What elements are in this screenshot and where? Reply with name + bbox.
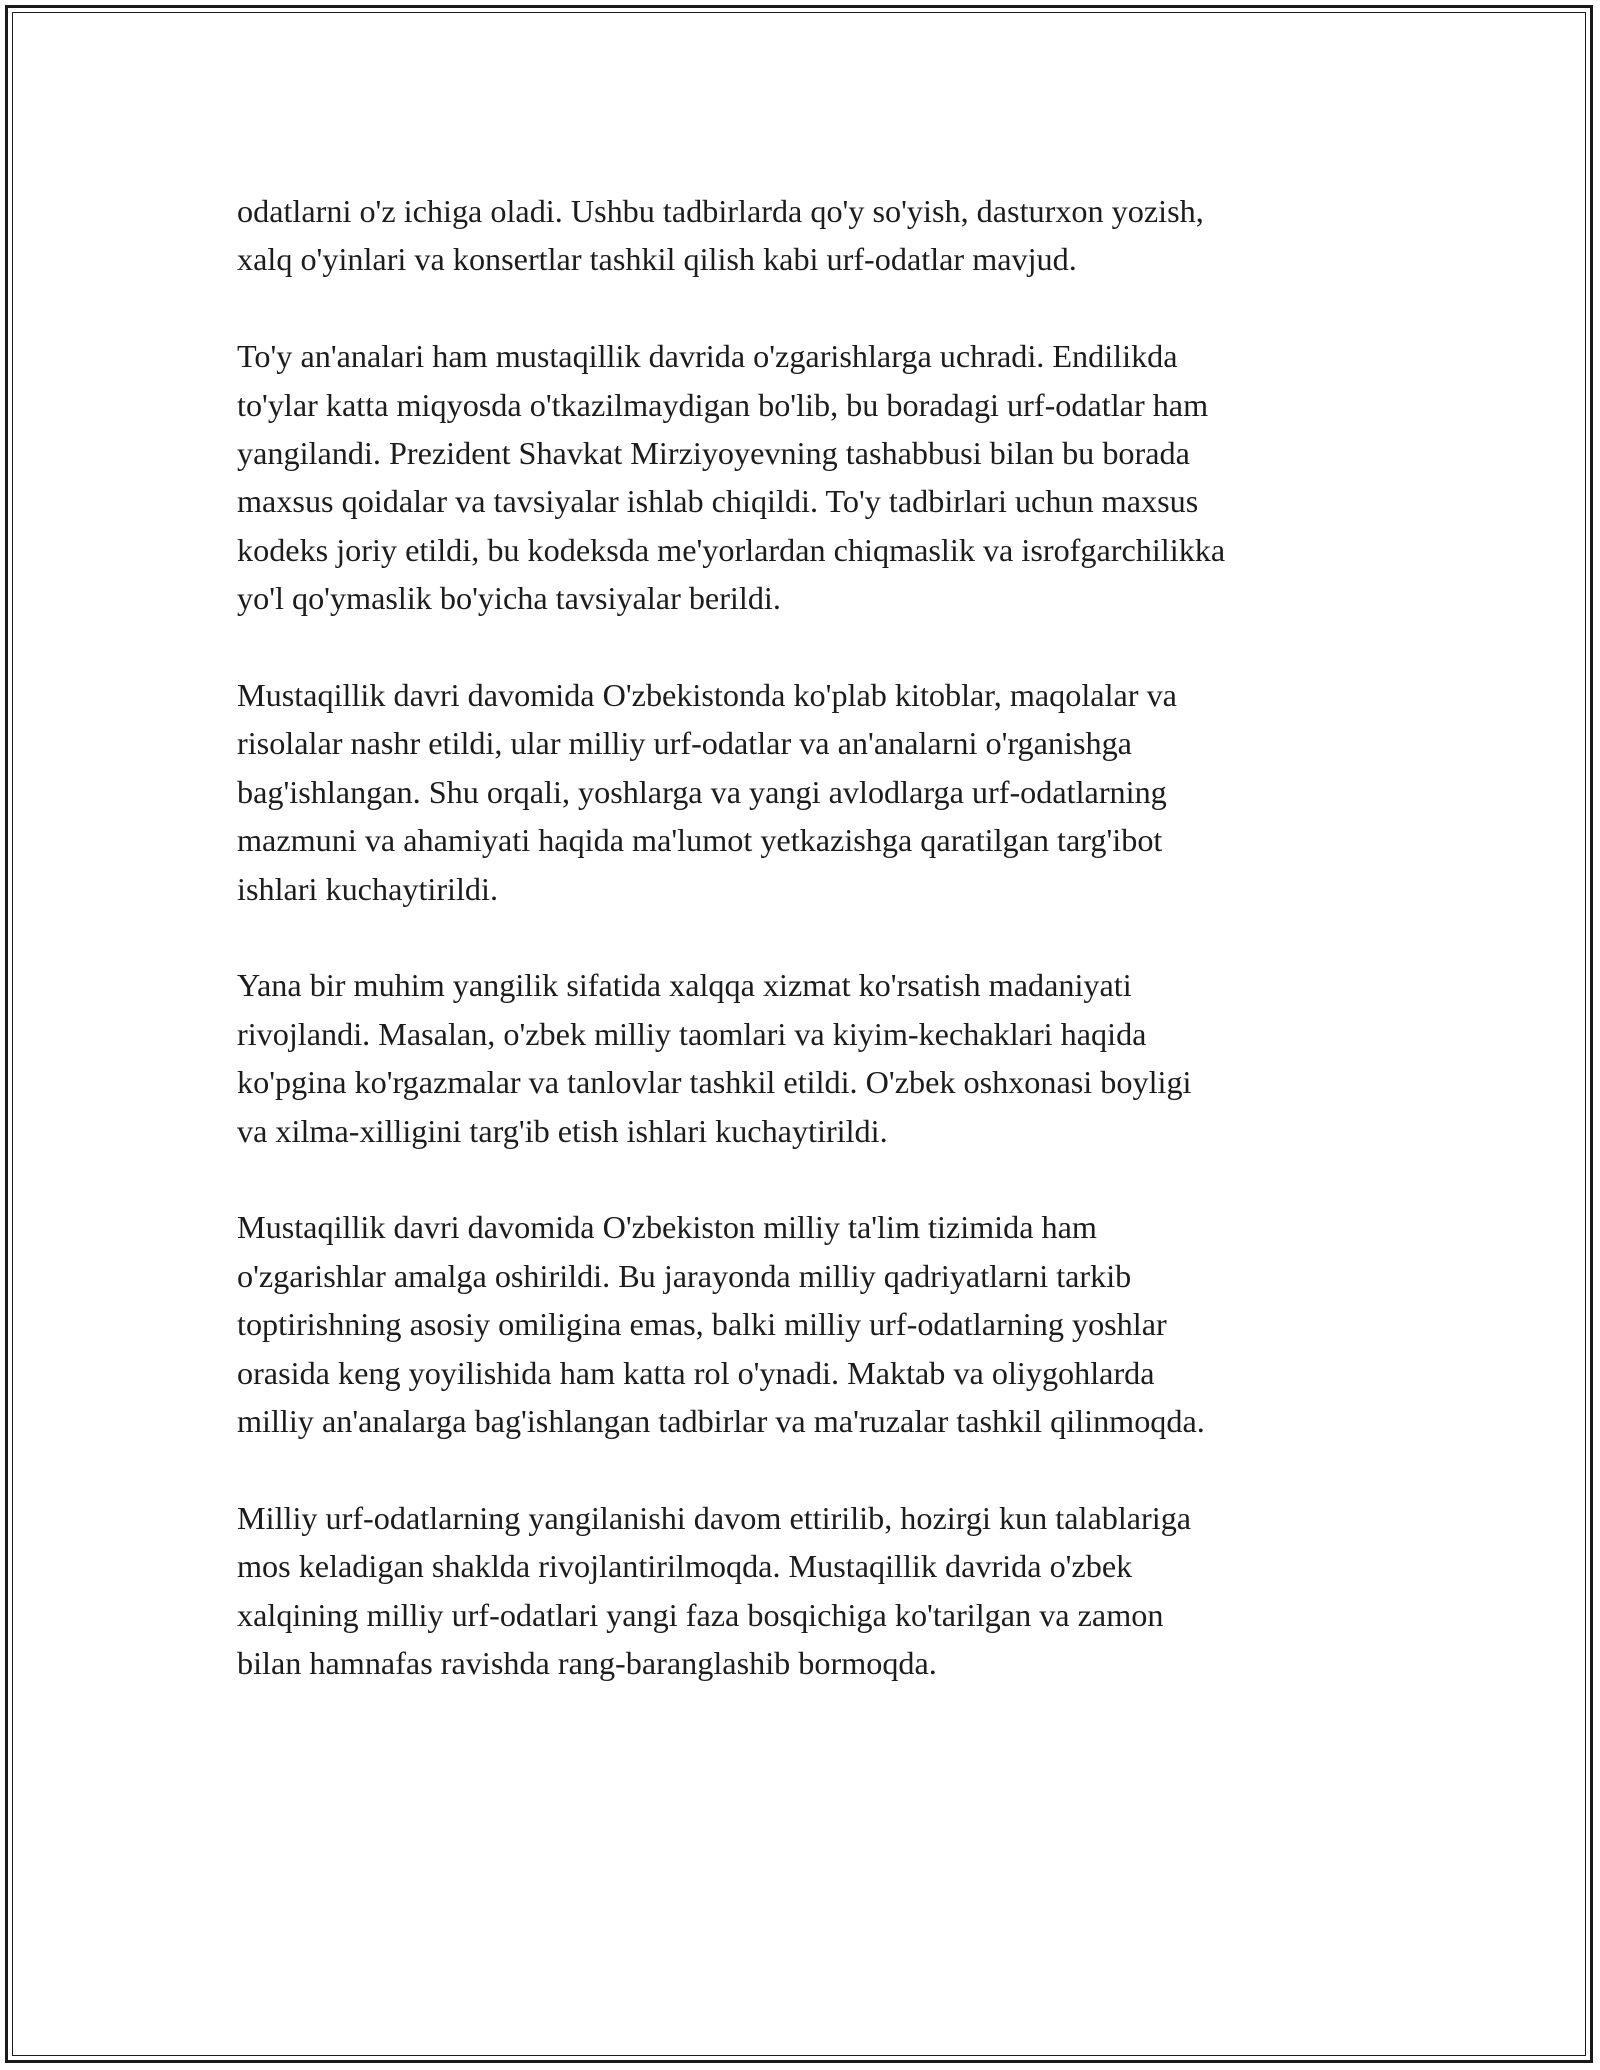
text-line: toptirishning asosiy omiligina emas, balki milliy urf-odatlarning yoshlar <box>237 1306 1167 1343</box>
text-line: yo'l qo'ymaslik bo'yicha tavsiyalar berildi. <box>237 580 781 617</box>
text-line: odatlarni o'z ichiga oladi. Ushbu tadbirlarda qo'y so'yish, dasturxon yozish, <box>237 193 1204 229</box>
text-line: yangilandi. Prezident Shavkat Mirziyoyevning tashabbusi bilan bu borada <box>237 435 1190 472</box>
text-line: ko'pgina ko'rgazmalar va tanlovlar tashkil etildi. O'zbek oshxonasi boyligi <box>237 1064 1192 1101</box>
text-line: Mustaqillik davri davomida O'zbekistonda ko'plab kitoblar, maqolalar va <box>237 677 1177 714</box>
paragraph-2 <box>237 332 1367 622</box>
text-line: Yana bir muhim yangilik sifatida xalqqa xizmat ko'rsatish madaniyati <box>237 967 1132 1004</box>
text-line: kodeks joriy etildi, bu kodeksda me'yorlardan chiqmaslik va isrofgarchilikka <box>237 531 1226 568</box>
text-line: mos keladigan shaklda rivojlantirilmoqda. Mustaqillik davrida o'zbek <box>237 1548 1133 1585</box>
text-line: rivojlandi. Masalan, o'zbek milliy taomlari va kiyim-kechaklari haqida <box>237 1015 1147 1052</box>
paragraph-6 <box>237 1494 1367 1688</box>
paragraph-3 <box>237 671 1367 913</box>
text-line: Milliy urf-odatlarning yangilanishi davom ettirilib, hozirgi kun talablariga <box>237 1499 1192 1536</box>
text-line: Mustaqillik davri davomida O'zbekiston milliy ta'lim tizimida ham <box>237 1209 1097 1246</box>
text-line: o'zgarishlar amalga oshirildi. Bu jarayonda milliy qadriyatlarni tarkib <box>237 1257 1132 1294</box>
text-line: xalqining milliy urf-odatlari yangi faza bosqichiga ko'tarilgan va zamon <box>237 1596 1164 1633</box>
text-line: risolalar nashr etildi, ular milliy urf-odatlar va an'analarni o'rganishga <box>237 725 1132 762</box>
document-body <box>237 187 1367 1736</box>
paragraph-4 <box>237 961 1367 1155</box>
text-line: mazmuni va ahamiyati haqida ma'lumot yetkazishga qaratilgan targ'ibot <box>237 822 1163 859</box>
text-line: bilan hamnafas ravishda rang-baranglashib bormoqda. <box>237 1645 937 1682</box>
text-line: xalq o'yinlari va konsertlar tashkil qilish kabi urf-odatlar mavjud. <box>237 241 1077 278</box>
text-line: milliy an'analarga bag'ishlangan tadbirlar va ma'ruzalar tashkil qilinmoqda. <box>237 1403 1205 1440</box>
paragraph-1 <box>237 187 1367 284</box>
text-line: orasida keng yoyilishida ham katta rol o'ynadi. Maktab va oliygohlarda <box>237 1354 1155 1391</box>
text-line: maxsus qoidalar va tavsiyalar ishlab chiqildi. To'y tadbirlari uchun maxsus <box>237 483 1199 520</box>
text-line: ishlari kuchaytirildi. <box>237 870 499 907</box>
text-line: va xilma-xilligini targ'ib etish ishlari kuchaytirildi. <box>237 1112 888 1149</box>
paragraph-5 <box>237 1203 1367 1445</box>
text-line: To'y an'analari ham mustaqillik davrida o'zgarishlarga uchradi. Endilikda <box>237 338 1178 375</box>
text-line: to'ylar katta miqyosda o'tkazilmaydigan bo'lib, bu boradagi urf-odatlar ham <box>237 386 1209 423</box>
text-line: bag'ishlangan. Shu orqali, yoshlarga va yangi avlodlarga urf-odatlarning <box>237 773 1167 810</box>
